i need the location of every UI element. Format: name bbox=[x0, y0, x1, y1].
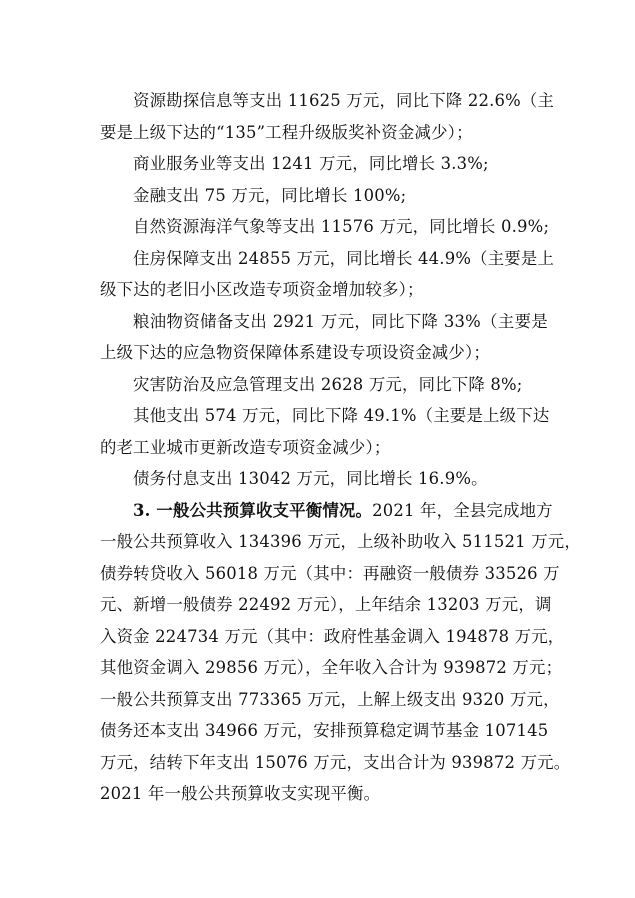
section-3-first-line bbox=[100, 495, 553, 527]
section-3-line-6: 其他资金调入 29856 万元），全年收入合计为 939872 万元； bbox=[100, 658, 563, 677]
text-line-1: 资源勘探信息等支出 11625 万元，同比下降 22.6%（主 bbox=[133, 91, 555, 110]
section-3-first-line-rest: 2021 年，全县完成地方 bbox=[372, 500, 553, 520]
section-3-line-5: 入资金 224734 万元（其中：政府性基金调入 194878 万元， bbox=[100, 626, 565, 646]
section-3-line-9: 万元，结转下年支出 15076 万元，支出合计为 939872 万元。 bbox=[100, 752, 571, 772]
section-3-heading: 3. 一般公共预算收支平衡情况。 bbox=[133, 500, 373, 520]
text-line-13: 债务付息支出 13042 万元，同比增长 16.9%。 bbox=[133, 469, 488, 488]
document-page bbox=[100, 85, 581, 810]
text-line-3: 商业服务业等支出 1241 万元，同比增长 3.3%; bbox=[133, 154, 489, 173]
text-line-11: 其他支出 574 万元，同比下降 49.1%（主要是上级下达 bbox=[133, 406, 550, 425]
text-line-10: 灾害防治及应急管理支出 2628 万元，同比下降 8%; bbox=[133, 374, 523, 394]
section-3-line-7: 一般公共预算支出 773365 万元，上解上级支出 9320 万元， bbox=[100, 689, 560, 709]
section-3-line-10: 2021 年一般公共预算收支实现平衡。 bbox=[100, 784, 381, 803]
text-line-7: 级下达的老旧小区改造专项资金增加较多）； bbox=[100, 280, 424, 299]
text-line-12: 的老工业城市更新改造专项资金减少）； bbox=[100, 437, 391, 457]
text-line-9: 上级下达的应急物资保障体系建设专项设资金减少）； bbox=[100, 343, 490, 362]
section-3-line-8: 债务还本支出 34966 万元，安排预算稳定调节基金 107145 bbox=[100, 721, 549, 740]
text-line-4: 金融支出 75 万元，同比增长 100%; bbox=[133, 185, 407, 205]
section-3-line-3: 债券转贷收入 56018 万元（其中：再融资一般债券 33526 万 bbox=[100, 563, 560, 583]
text-line-6: 住房保障支出 24855 万元，同比增长 44.9%（主要是上 bbox=[133, 248, 555, 268]
section-3-line-4: 元、新增一般债券 22492 万元），上年结余 13203 万元，调 bbox=[100, 595, 552, 614]
text-line-8: 粮油物资储备支出 2921 万元，同比下降 33%（主要是 bbox=[133, 311, 548, 331]
text-line-5: 自然资源海洋气象等支出 11576 万元，同比增长 0.9%; bbox=[133, 217, 550, 236]
text-line-2: 要是上级下达的“135”工程升级版奖补资金减少）； bbox=[100, 122, 473, 142]
section-3-line-2: 一般公共预算收入 134396 万元，上级补助收入 511521 万元， bbox=[100, 532, 581, 551]
